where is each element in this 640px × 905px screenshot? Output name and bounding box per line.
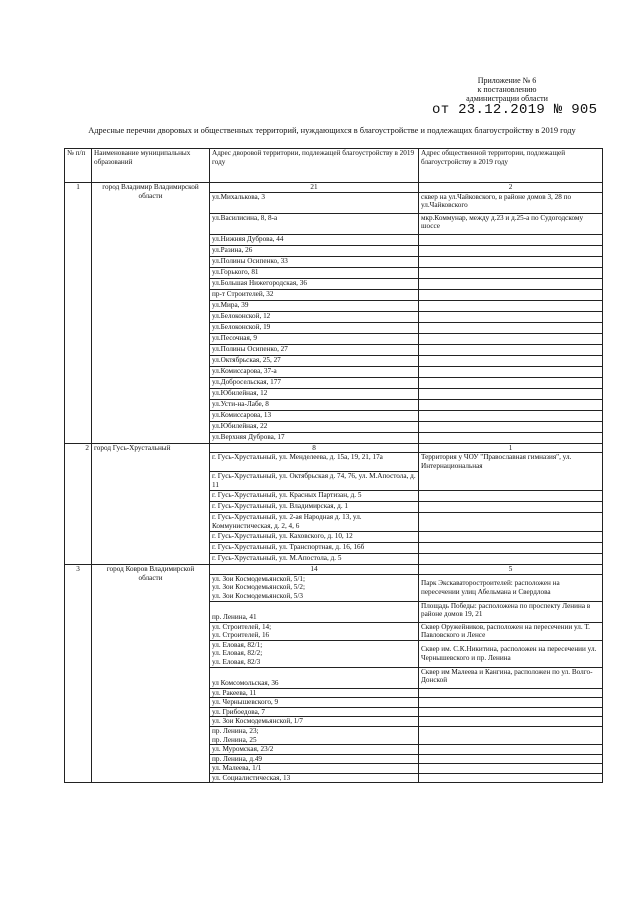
public-address-empty bbox=[419, 234, 603, 245]
public-address-empty bbox=[419, 754, 603, 764]
yard-address-block bbox=[210, 745, 419, 755]
address-line: ул. Еловая, 82/1; bbox=[212, 640, 263, 649]
yard-address: г. Гусь-Хрустальный, ул. 2-ая Народная д. 13, ул. Коммунистическая, д. 2, 4, 6 bbox=[210, 513, 419, 532]
address-line: ул. Муромская, 23/2 bbox=[212, 745, 274, 754]
yard-address: ул.Верхняя Дуброва, 17 bbox=[210, 432, 419, 443]
row-number: 2 bbox=[65, 443, 92, 565]
yard-address: ул.Михалькова, 3 bbox=[210, 192, 419, 213]
yard-address-block bbox=[210, 688, 419, 698]
yard-address-block bbox=[210, 754, 419, 764]
public-address: Площадь Победы: расположена по проспекту Ленина в районе домов 19, 21 bbox=[419, 601, 603, 622]
yard-address: ул.Добросельская, 177 bbox=[210, 377, 419, 388]
yard-address: ул.Песочная, 9 bbox=[210, 333, 419, 344]
yard-address-block bbox=[210, 601, 419, 622]
public-address-empty bbox=[419, 513, 603, 532]
public-address-empty bbox=[419, 388, 603, 399]
public-address-empty bbox=[419, 344, 603, 355]
yard-address: г. Гусь-Хрустальный, ул. Каховского, д. 10, 12 bbox=[210, 532, 419, 543]
public-address-empty bbox=[419, 532, 603, 543]
public-address-empty bbox=[419, 491, 603, 502]
public-address: мкр.Коммунар, между д.23 и д.25-а по Судогодскому шоссе bbox=[419, 213, 603, 234]
column-header-number: № п/п bbox=[65, 149, 92, 183]
public-address-empty bbox=[419, 300, 603, 311]
address-line: ул. Зои Космодемьянской, 5/3 bbox=[212, 591, 303, 600]
yard-address: г. Гусь-Хрустальный, ул. Октябрьская д. 74, 76, ул. М.Апостола, д. 11 bbox=[210, 472, 419, 491]
yard-address: ул.Горького, 81 bbox=[210, 267, 419, 278]
municipality-name: город Ковров Владимирской области bbox=[92, 565, 210, 783]
public-address-empty bbox=[419, 278, 603, 289]
address-line: ул Комсомольская, 36 bbox=[212, 678, 279, 687]
public-count: 5 bbox=[419, 565, 603, 575]
yard-address-block bbox=[210, 707, 419, 717]
yard-count: 8 bbox=[210, 443, 419, 453]
address-line: ул. Строителей, 16 bbox=[212, 631, 270, 640]
public-address-empty bbox=[419, 432, 603, 443]
yard-count: 21 bbox=[210, 183, 419, 193]
public-address: сквер на ул.Чайковского, в районе домов 3, 28 по ул.Чайковского bbox=[419, 192, 603, 213]
public-address-empty bbox=[419, 267, 603, 278]
yard-address: ул.Юбилейная, 22 bbox=[210, 421, 419, 432]
appendix-label: Приложение № 6 bbox=[477, 76, 537, 85]
public-address-empty bbox=[419, 717, 603, 727]
address-line: пр. Ленина, д.49 bbox=[212, 754, 263, 763]
public-count: 1 bbox=[419, 443, 603, 453]
address-line: ул. Социалистическая, 13 bbox=[212, 773, 291, 782]
yard-address: г. Гусь-Хрустальный, ул. Владимирская, д. 1 bbox=[210, 502, 419, 513]
yard-address-block bbox=[210, 726, 419, 744]
public-address-empty bbox=[419, 322, 603, 333]
resolution-label: к постановлению bbox=[477, 85, 537, 94]
address-line: ул. Зои Космодемьянской, 5/1; bbox=[212, 574, 305, 583]
public-address-empty bbox=[419, 289, 603, 300]
public-address-empty bbox=[419, 773, 603, 783]
public-address-empty bbox=[419, 410, 603, 421]
yard-address-block bbox=[210, 698, 419, 708]
yard-address: г. Гусь-Хрустальный, ул. М.Апостола, д. 5 bbox=[210, 554, 419, 565]
public-address-empty bbox=[419, 421, 603, 432]
public-count: 2 bbox=[419, 183, 603, 193]
public-address-empty bbox=[419, 333, 603, 344]
yard-address: г. Гусь-Хрустальный, ул. Менделеева, д. 15а, 19, 21, 17а bbox=[210, 453, 419, 472]
public-address-empty bbox=[419, 745, 603, 755]
yard-address-block bbox=[210, 640, 419, 667]
address-line: ул. Зои Космодемьянской, 1/7 bbox=[212, 717, 303, 726]
yard-address: ул.Юбилейная, 12 bbox=[210, 388, 419, 399]
public-address-empty bbox=[419, 256, 603, 267]
yard-address: г. Гусь-Хрустальный, ул. Красных Партизан, д. 5 bbox=[210, 491, 419, 502]
yard-address: ул.Белоконской, 12 bbox=[210, 311, 419, 322]
public-address-empty bbox=[419, 688, 603, 698]
public-address-empty bbox=[419, 399, 603, 410]
yard-address-block bbox=[210, 717, 419, 727]
public-address-empty bbox=[419, 355, 603, 366]
yard-address: ул.Полины Осипенко, 33 bbox=[210, 256, 419, 267]
address-line: пр. Ленина, 23; bbox=[212, 726, 259, 735]
yard-address: г. Гусь-Хрустальный, ул. Транспортная, д. 16, 16б bbox=[210, 543, 419, 554]
yard-address-block bbox=[210, 764, 419, 774]
public-address-empty bbox=[419, 764, 603, 774]
column-header-public-address: Адрес общественной территории, подлежащей благоустройству в 2019 году bbox=[419, 149, 603, 183]
yard-address: ул.Мира, 39 bbox=[210, 300, 419, 311]
row-number: 1 bbox=[65, 183, 92, 444]
public-address-empty bbox=[419, 502, 603, 513]
address-table bbox=[64, 148, 603, 783]
address-line: ул. Чернышевского, 9 bbox=[212, 698, 279, 707]
resolution-date: от 23.12.2019 № 905 bbox=[432, 102, 598, 118]
yard-address-block bbox=[210, 622, 419, 640]
yard-address: пр-т Строителей, 32 bbox=[210, 289, 419, 300]
address-line: пр. Ленина, 41 bbox=[212, 612, 257, 621]
yard-address: ул.Комиссарова, 13 bbox=[210, 410, 419, 421]
yard-address: ул.Комиссарова, 37-а bbox=[210, 366, 419, 377]
public-address-empty bbox=[419, 377, 603, 388]
public-address: Сквер им Малеева и Кангина, расположен по ул. Волго-Донской bbox=[419, 667, 603, 688]
municipality-name: город Владимир Владимирской области bbox=[92, 183, 210, 444]
administration-label: администрации области bbox=[466, 94, 548, 103]
column-header-yard-address: Адрес дворовой территории, подлежащей благоустройству в 2019 году bbox=[210, 149, 419, 183]
public-address-empty bbox=[419, 707, 603, 717]
address-line: пр. Ленина, 25 bbox=[212, 735, 257, 744]
public-address-empty bbox=[419, 698, 603, 708]
public-address: Парк Экскаваторостроителей: расположен на пересечении улиц Абельмана и Свердлова bbox=[419, 574, 603, 601]
yard-address: ул.Белоконской, 19 bbox=[210, 322, 419, 333]
public-address-empty bbox=[419, 554, 603, 565]
yard-address: ул.Полины Осипенко, 27 bbox=[210, 344, 419, 355]
address-line: ул. Зои Космодемьянской, 5/2; bbox=[212, 583, 305, 592]
yard-count: 14 bbox=[210, 565, 419, 575]
yard-address: ул.Большая Нижегородская, 36 bbox=[210, 278, 419, 289]
yard-address: ул.Усти-на-Лабе, 8 bbox=[210, 399, 419, 410]
public-address-empty bbox=[419, 366, 603, 377]
yard-address: ул.Октябрьская, 25, 27 bbox=[210, 355, 419, 366]
public-address-empty bbox=[419, 245, 603, 256]
public-address-empty bbox=[419, 726, 603, 744]
yard-address: ул.Разина, 26 bbox=[210, 245, 419, 256]
address-line: ул. Малеева, 1/1 bbox=[212, 764, 262, 773]
address-line: ул. Грибоедова, 7 bbox=[212, 707, 265, 716]
row-number: 3 bbox=[65, 565, 92, 783]
document-title: Адресные перечни дворовых и общественных территорий, нуждающихся в благоустройстве и подлежащих благоустройству в 2019 году bbox=[88, 126, 576, 135]
column-header-municipality: Наименование муниципальных образований bbox=[92, 149, 210, 183]
yard-address-block bbox=[210, 574, 419, 601]
address-line: ул. Строителей, 14; bbox=[212, 622, 272, 631]
yard-address: ул.Василисина, 8, 8-а bbox=[210, 213, 419, 234]
yard-address: ул.Нижняя Дуброва, 44 bbox=[210, 234, 419, 245]
municipality-name: город Гусь-Хрустальный bbox=[92, 443, 210, 565]
public-address: Сквер Оружейников, расположен на пересечении ул. Т. Павловского и Ленсе bbox=[419, 622, 603, 640]
address-line: ул. Еловая, 82/2; bbox=[212, 649, 263, 658]
address-line: ул. Ракеева, 11 bbox=[212, 688, 257, 697]
address-line: ул. Еловая, 82/3 bbox=[212, 657, 261, 666]
public-address-empty bbox=[419, 543, 603, 554]
yard-address-block bbox=[210, 667, 419, 688]
public-address: Сквер им. С.К.Никитина, расположен на пересечении ул. Чернышевского и пр. Ленина bbox=[419, 640, 603, 667]
yard-address-block bbox=[210, 773, 419, 783]
public-address: Территория у ЧОУ "Православная гимназия", ул. Интернациональная bbox=[419, 453, 603, 491]
public-address-empty bbox=[419, 311, 603, 322]
